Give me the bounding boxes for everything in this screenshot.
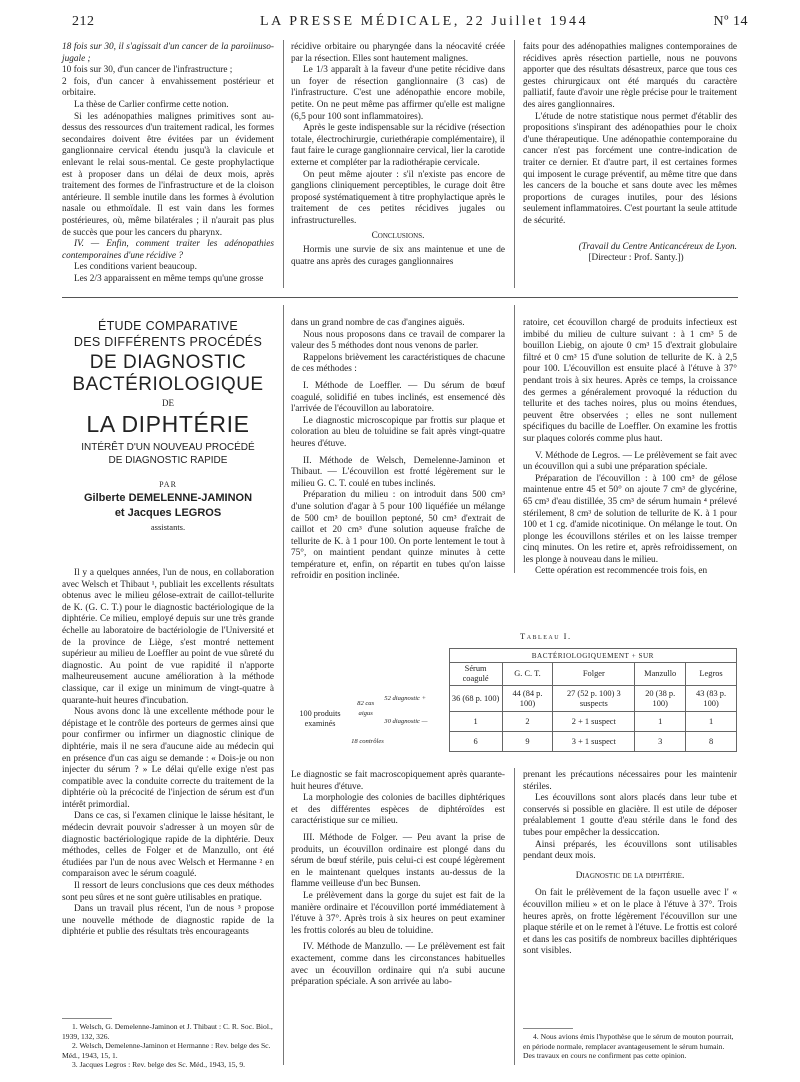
paragraph: Préparation du milieu : on introduit dans 500 cm³ d'une solution d'agar à 5 pour 100 liquéfiée un mélange de 500 cm³ de bouillon peptoné, 50 cm³ d'extrait de caillot et 20 cm³ d'une solution aqueuse fraîche de tellurite de K. à 1 pour 100. On porte lentement le tout à 75°, on maintient pendant quinze minutes à cette température et, enfin, on répartit en tubes qu'on laisse refroidir en position inclinée. xyxy=(291,490,505,582)
row-label: 30 diagnostic — xyxy=(384,717,428,725)
table-cell: 3 + 1 suspect xyxy=(553,732,635,752)
footnote: 4. Nous avions émis l'hypothèse que le sérum de mouton pourrait, en période normale, remplacer avantageusement le sérum humain. Des travaux en cours ne confirment pas cette opinion. xyxy=(523,1032,734,1060)
bottom-column-3-top xyxy=(523,318,737,577)
paragraph: Dans ce cas, si l'examen clinique le laisse hésitant, le médecin devrait pouvoir s'adresser à un moyen sûr de diagnostic bactériologique rapide de la diphtérie. Deux méthodes, celles de Folger et de Manzullo, ont été étudiées par l'un de nous avec Welsch et Hermanne ² en comparaison avec le sérum coagulé. xyxy=(62,811,274,880)
column-divider xyxy=(514,40,515,288)
table-cell: 1 xyxy=(686,712,737,732)
bottom-column-3-bottom xyxy=(523,770,737,1020)
bottom-column-2-top xyxy=(291,318,505,582)
bottom-column-1 xyxy=(62,568,274,1010)
footnote-right xyxy=(523,1032,737,1072)
section-heading: Conclusions. xyxy=(371,230,425,241)
title-line: DE xyxy=(162,398,174,408)
article-title-block xyxy=(62,318,274,558)
author: Gilberte DEMELENNE-JAMINON xyxy=(83,492,253,504)
table-row xyxy=(291,732,737,752)
paragraph: dans un grand nombre de cas d'angines aiguës. xyxy=(291,318,465,328)
byline-par: PAR xyxy=(159,480,177,489)
paragraph: Le 1/3 apparaît à la faveur d'une petite récidive dans un foyer de résection ganglionnaire (3 cas) de l'infrastructure. C'est une adénopathie encore mobile, petite. On ne peut même pas affirmer qu'elle est maligne (6,5 pour 100 sont inflammatoires). xyxy=(291,65,505,122)
subtitle-line: INTÉRÊT D'UN NOUVEAU PROCÉDÉ xyxy=(81,442,255,453)
table-cell: 43 (83 p. 100) xyxy=(686,686,737,712)
column-header: Sérum coagulé xyxy=(449,663,502,686)
column-header: Manzullo xyxy=(635,663,686,686)
affiliation: (Travail du Centre Anticancéreux de Lyon. xyxy=(578,241,737,252)
paragraph: 10 fois sur 30, d'un cancer de l'infrastructure ; xyxy=(62,65,233,76)
table-cell: 6 xyxy=(449,732,502,752)
paragraph: Le prélèvement dans la gorge du sujet est fait de la manière ordinaire et l'écouvillon porté immédiatement à l'étuve à 37°. Après trois à six heures on peut examiner les frottis colorés au bleu de toluidine. xyxy=(291,890,505,936)
table-cell: 44 (84 p. 100) xyxy=(502,686,553,712)
column-header: Folger xyxy=(553,663,635,686)
table-cell: 3 xyxy=(635,732,686,752)
page-number: 212 xyxy=(72,14,95,29)
footnote-rule xyxy=(523,1028,573,1029)
paragraph: Il ressort de leurs conclusions que ces deux méthodes sont peu sûres et ne sont guère utilisables en pratique. xyxy=(62,881,274,903)
method-paragraph: II. Méthode de Welsch, Demelenne-Jaminon et Thibaut. — L'écouvillon est frotté légèrement sur le milieu G. C. T. coulé en tubes inclinés. xyxy=(291,455,505,489)
paragraph: L'étude de notre statistique nous permet d'établir des propositions s'inspirant des adénopathies pour le choix d'une thérapeutique. Une adénopathie contemporaine du cancer n'est pas forcément une contre-indication de traiter ce dernier. Et d'autre part, il est certaines formes qui imposent le curage préventif, au même titre que dans les cancers de la bouche et sans doute avec les mêmes proportions de curages inutiles, pour des lésions seulement inflammatoires. C'est pourtant la seule attitude de sécurité. xyxy=(523,111,737,226)
top-column-3 xyxy=(523,42,737,290)
top-column-2 xyxy=(291,42,505,285)
method-paragraph: III. Méthode de Folger. — Peu avant la prise de produits, un écouvillon ordinaire est plongé dans du sérum de bœuf stérile, puis celui-ci est coupé légèrement en le maintenant quelques instants au-dessus de la flamme veilleuse d'un bec Bunsen. xyxy=(291,832,505,890)
column-divider xyxy=(283,40,284,288)
column-header: Legros xyxy=(686,663,737,686)
title-line: DES DIFFÉRENTS PROCÉDÉS xyxy=(73,335,263,349)
table-cell: 1 xyxy=(449,712,502,732)
column-divider xyxy=(514,305,515,573)
table-cell: 1 xyxy=(635,712,686,732)
paragraph: La morphologie des colonies de bacilles diphtériques et des différentes espèces de diphtéroïdes est caractéristique sur ce milieu. xyxy=(291,793,505,827)
author: et Jacques LEGROS xyxy=(114,507,222,519)
section-heading: Diagnostic de la diphtérie. xyxy=(575,870,685,881)
title-line: ÉTUDE COMPARATIVE xyxy=(97,319,239,333)
paragraph: On fait le prélèvement de la façon usuelle avec l' « écouvillon milieu » et on le place à l'étuve à 37°. Trois heures après, on frotte légèrement l'écouvillon sur une plaque stérile et on le remet à l'étuve. Le frottis est coloré et dans les cas positifs de nombreux bacilles diphtériques sont visibles. xyxy=(523,888,737,957)
paragraph: Nous nous proposons dans ce travail de comparer la valeur des 5 méthodes dont nous venons de parler. xyxy=(291,329,505,352)
article-title-main: LA DIPHTÉRIE xyxy=(86,411,250,437)
paragraph: prenant les précautions nécessaires pour les maintenir stériles. xyxy=(523,770,737,792)
section-rule xyxy=(62,297,738,298)
subtitle-line: DE DIAGNOSTIC RAPIDE xyxy=(108,455,228,466)
table-row xyxy=(291,686,737,712)
footnote: 2. Welsch, Demelenne-Jaminon et Hermanne : Rev. belge des Sc. Méd., 1943, 15, 1. xyxy=(62,1041,271,1060)
row-sub-label: 82 cas aigus xyxy=(357,699,375,717)
paragraph: Si les adénopathies malignes primitives sont au-dessus des ressources d'un traitement radical, les formes secondaires doivent être évitées par un évidement ganglionnaire cervical étendu jusqu'à la clavicule et enlevant le relai sous-mental. Ce geste prophylactique est à proposer dans un délai de deux mois, après traitement des formes de l'infrastructure et de la cloison antérieure. Il semble inutile dans les formes à évolution nasale ou ethmoïdale. Il est vain dans les formes postérieures, où, même bilatérales ; il n'aurait pas plus de succès que pour les cancers du pharynx. xyxy=(62,111,274,238)
table-cell: 8 xyxy=(686,732,737,752)
paragraph: Le diagnostic se fait macroscopiquement après quarante-huit heures d'étuve. xyxy=(291,770,505,792)
paragraph: Nous avons donc là une excellente méthode pour le dépistage et le contrôle des porteurs de germes ainsi que pour confirmer ou infirmer un diagnostic clinique de diphtérie, mais il ne sera d'aucune aide au médecin qui en présence d'un cas aigu se demande : « Dois-je ou non injecter du sérum ? » Le délai qu'elle exige n'est pas compatible avec la conduite correcte du traitement de la diphtérie où la précocité de l'injection de sérum est d'un intérêt primordial. xyxy=(62,707,274,810)
table-caption: Tableau I. xyxy=(520,631,572,641)
section-heading: IV. — Enfin, comment traiter les adénopathies contemporaines d'une récidive ? xyxy=(62,239,274,261)
paragraph: Après le geste indispensable sur la récidive (résection totale, électrochirurgie, curiethérapie complémentaire), il faut faire le curage ganglionnaire cervical, lier la carotide externe et compléter par la radiothérapie cervicale. xyxy=(291,123,505,168)
table-cell: 2 + 1 suspect xyxy=(553,712,635,732)
paragraph: Le diagnostic microscopique par frottis sur plaque et coloration au bleu de toluidine se fait après vingt-quatre heures d'étuve. xyxy=(291,415,505,449)
director: [Directeur : Prof. Santy.]) xyxy=(588,253,684,264)
table-cell: 36 (68 p. 100) xyxy=(449,686,502,712)
row-group-label: 100 produits examinés xyxy=(299,708,341,728)
method-paragraph: IV. Méthode de Manzullo. — Le prélèvement est fait exactement, comme dans les circonstances habituelles avec un écouvillon ordinaire qui n'a subi aucune préparation spéciale. A son arrivée au labo- xyxy=(291,942,505,988)
footnote-rule xyxy=(62,1018,112,1019)
footnote: 3. Jacques Legros : Rev. belge des Sc. Méd., 1943, 15, 9. xyxy=(72,1060,246,1069)
table-cell: 27 (52 p. 100) 3 suspects xyxy=(553,686,635,712)
row-label: 52 diagnostic + xyxy=(384,694,427,702)
paragraph: ratoire, cet écouvillon chargé de produits infectieux est imbibé du milieu de culture suivant : à 1 cm³ 5 de bouillon Liebig, on ajoute 0 cm³ 15 d'extrait globulaire filtré et 0 cm³ 15 d'une solution de tellurite de K. à 2,5 pour 100. L'écouvillon est ensuite placé à l'étuve à 37° pendant trois à six heures. Après ce temps, la croissance des germes a généralement provoqué la réduction du tellurite et des taches noires, plus ou moins étendues, peuvent être observées ; elles ne sont nullement spécifiques du bacille de Loeffler. On examine les frottis sur plaques colorés comme plus haut. xyxy=(523,318,737,444)
table-1 xyxy=(291,648,737,748)
paragraph: 2 fois, d'un cancer à envahissement postérieur et orbitaire. xyxy=(62,76,274,99)
paragraph: Hormis une survie de six ans maintenue et une de quatre ans après des curages ganglionnaires xyxy=(291,245,505,267)
footnote: 1. Welsch, G. Demelenne-Jaminon et J. Thibaut : C. R. Soc. Biol., 1939, 132, 326. xyxy=(62,1022,273,1041)
running-header xyxy=(72,14,748,32)
footnotes-left xyxy=(62,1022,274,1074)
results-table xyxy=(291,648,737,752)
title-line: DE DIAGNOSTIC xyxy=(89,352,247,373)
paragraph: On peut même ajouter : s'il n'existe pas encore de ganglions cliniquement perceptibles, le curage doit être proposé systématiquement à titre prophylactique après le traitement de ces petites récidives jugales ou infrastructurelles. xyxy=(291,169,505,226)
paragraph: faits pour des adénopathies malignes contemporaines de récidives après résection partielle, nous ne pouvons apporter que des résultats désastreux, parce que tous ces gestes chirurgicaux ont été marqués du caractère palliatif, faute d'avoir une règle précise pour le traitement des aires ganglionnaires. xyxy=(523,42,737,110)
column-header: G. C. T. xyxy=(502,663,553,686)
paragraph: Les conditions varient beaucoup. xyxy=(74,262,197,273)
method-paragraph: V. Méthode de Legros. — Le prélèvement se fait avec un écouvillon qui a subi une préparation spéciale. xyxy=(523,450,737,473)
table-cell: 9 xyxy=(502,732,553,752)
row-label: 18 contrôles xyxy=(351,737,384,745)
paragraph: Dans un travail plus récent, l'un de nous ³ propose une nouvelle méthode de diagnostic rapide de la diphtérie et publie des résultats très encourageants xyxy=(62,904,274,938)
group-header: BACTÉRIOLOGIQUEMENT + SUR xyxy=(449,649,736,663)
paragraph: La thèse de Carlier confirme cette notion. xyxy=(74,99,229,110)
bottom-column-2-bottom xyxy=(291,770,505,1068)
paragraph: Il y a quelques années, l'un de nous, en collaboration avec Welsch et Thibaut ¹, publiait les excellents résultats obtenus avec le milieu gélose-extrait de caillot-tellurite de K. (G. C. T.) pour le diagnostic bactériologique de la diphtérie. Ce milieu, employé depuis sur une très grande échelle au laboratoire de bactériologie de l'Université et de la province de Liège, s'est montré nettement supérieur au milieu de Loeffler au point de vue sûreté du diagnostic. Au point de vue rapidité il n'apporte malheureusement aucune amélioration à la méthode classique, car il exige un minimum de vingt-quatre à quarante-huit heures d'incubation. xyxy=(62,568,274,706)
author-role: assistants. xyxy=(150,522,186,532)
paragraph: Rappelons brièvement les caractéristiques de chacune de ces méthodes : xyxy=(291,352,505,375)
paragraph: 18 fois sur 30, il s'agissait d'un cancer de la paroiinuso-jugale ; xyxy=(62,42,274,64)
table-cell: 20 (38 p. 100) xyxy=(635,686,686,712)
column-divider xyxy=(514,768,515,1065)
title-line: BACTÉRIOLOGIQUE xyxy=(72,374,264,395)
paragraph: Les 2/3 apparaissent en même temps qu'une grosse xyxy=(74,273,264,284)
method-paragraph: I. Méthode de Loeffler. — Du sérum de bœuf coagulé, solidifié en tubes inclinés, est ensemencé dès l'arrivée de l'écouvillon au laboratoire. xyxy=(291,380,505,415)
paragraph: Cette opération est recommencée trois fois, en xyxy=(535,566,708,577)
table-cell: 2 xyxy=(502,712,553,732)
paragraph: Préparation de l'écouvillon : à 100 cm³ de gélose maintenue entre 45 et 50° on ajoute 7 cm³ de glycérine, 65 cm³ d'eau distillée, 35 cm³ de sérum humain ⁴ prélevé stérilement, 8 cm³ de solution de tellurite de K. à 1 pour 100 et 1 cg. d'amide nicotinique. On mélange le tout. On plonge les écouvillons stériles et on les laisse tremper cinq minutes. On les retire et, après refroidissement, on les plonge à nouveau dans le milieu. xyxy=(523,473,737,565)
top-column-1 xyxy=(62,42,274,285)
paragraph: Ainsi préparés, les écouvillons sont utilisables pendant deux mois. xyxy=(523,839,737,862)
column-divider xyxy=(283,305,284,1065)
paragraph: récidive orbitaire ou pharyngée dans la néocavité créée par la résection. Elles sont hautement malignes. xyxy=(291,42,505,64)
issue-number: Nº 14 xyxy=(713,14,748,29)
journal-title: LA PRESSE MÉDICALE, 22 Juillet 1944 xyxy=(260,14,589,29)
paragraph: Les écouvillons sont alors placés dans leur tube et conservés si possible en glacière. Il est utile de déposer préalablement 1 goutte d'eau stérile dans le fond des tubes pour empêcher la dessiccation. xyxy=(523,793,737,838)
